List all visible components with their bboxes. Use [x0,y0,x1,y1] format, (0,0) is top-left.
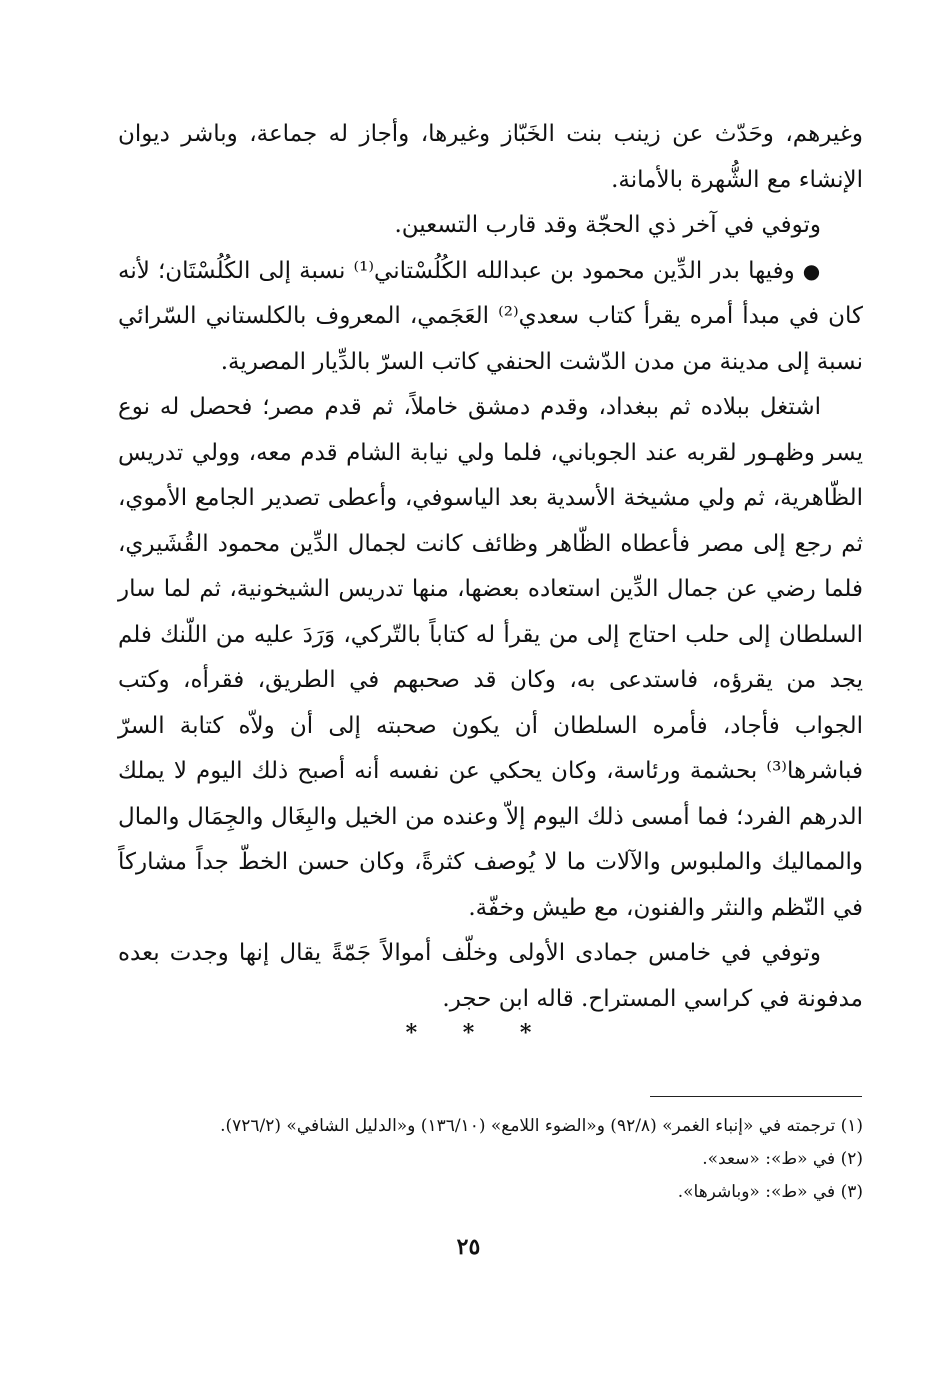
bullet-icon: ● [802,258,821,283]
main-text [118,112,863,1022]
paragraph-4: اشتغل ببلاده ثم ببغداد، وقدم دمشق خاملاً، ثم قدم مصر؛ فحصل له نوع يسر وظهـور لقربه عند الجوباني، فلما ولي نيابة الشام قدم معه، وولي تدريس الظّاهرية، ثم ولي مشيخة الأسدية بعد الياسوفي، وأعطى تصدير الجامع الأموي، ثم رجع إلى مصر فأعطاه الظّاهر وظائف كانت لجمال الدِّين محمود القُشَيري، فلما رضي عن جمال الدِّين استعاده بعضها، منها تدريس الشيخونية، ثم لما سار السلطان إلى حلب احتاج إلى من يقرأ له كتاباً بالتّركي، وَرَدَ عليه من اللّنك فلم يجد من يقرؤه، فاستدعى به، وكان قد صحبهم في الطريق، فقرأه، وكتب الجواب فأجاد، فأمره السلطان أن يكون صحبته إلى أن ولاّه كتابة السرّ فباشرها⁽³⁾ بحشمة ورئاسة، وكان يحكي عن نفسه أنه أصبح ذلك اليوم لا يملك الدرهم الفرد؛ فما أمسى ذلك اليوم إلاّ وعنده من الخيل والبِغَال والجِمَال والمال والمماليك والملبوس والآلات ما لا يُوصف كثرةً، وكان حسن الخطّ جداً مشاركاً في النّظم والنثر والفنون، مع طيش وخفّة. [118,394,863,921]
paragraph-3 [118,249,863,386]
footnote-2: (٢) في «ط»: «سعد». [702,1149,863,1169]
page-number: ٢٥ [456,1234,481,1260]
paragraph-1: وغيرهم، وحَدّث عن زينب بنت الخَبّاز وغيرها، وأجاز له جماعة، وباشر ديوان الإنشاء مع الشُّهرة بالأمانة. [118,121,863,193]
footnote-rule [650,1096,862,1097]
paragraph-3-text: وفيها بدر الدِّين محمود بن عبدالله الكُلُسْتاني⁽¹⁾ نسبة إلى الكُلُسْتَان؛ لأنه كان في مبدأ أمره يقرأ كتاب سعدي⁽²⁾ العَجَمي، المعروف بالكلستاني السّرائي نسبة إلى مدينة من مدن الدّشت الحنفي كاتب السرّ بالدِّيار المصرية. [118,257,863,375]
section-separator: * * * [405,1020,532,1046]
footnote-3: (٣) في «ط»: «وباشرها». [677,1182,863,1202]
paragraph-5: وتوفي في خامس جمادى الأولى وخلّف أموالاً جَمّةً يقال إنها وجدت بعده مدفونة في كراسي المستراح. قاله ابن حجر. [118,940,863,1012]
paragraph-2: وتوفي في آخر ذي الحجّة وقد قارب التسعين. [394,212,821,238]
footnotes [118,1110,863,1209]
footnote-1: (١) ترجمته في «إنباء الغمر» (٩٢/٨) و«الضوء اللامع» (١٣٦/١٠) و«الدليل الشافي» (٧٢٦/٢). [220,1116,863,1136]
